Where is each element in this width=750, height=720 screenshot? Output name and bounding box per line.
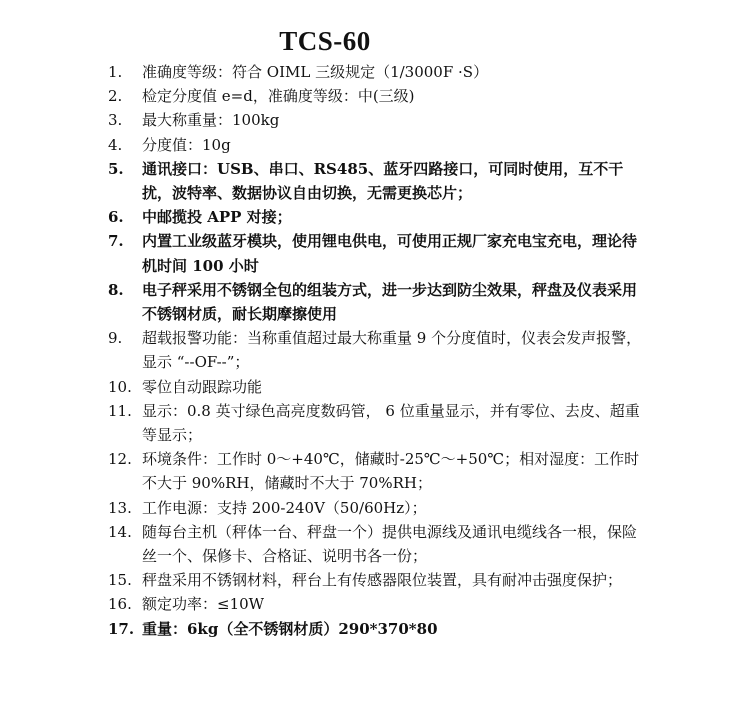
spec-item-number: 1. [108, 63, 123, 81]
spec-item-text: 重量：6kg（全不锈钢材质）290*370*80 [142, 619, 438, 638]
spec-item-number: 8. [108, 280, 124, 299]
spec-item-number: 4. [108, 135, 123, 154]
spec-item [108, 617, 648, 641]
spec-item [108, 375, 648, 399]
spec-item [108, 133, 648, 157]
spec-item [108, 496, 648, 520]
spec-item-number: 7. [108, 232, 124, 251]
spec-item-text: 检定分度值 e=d，准确度等级：中(三级) [142, 87, 415, 106]
spec-item-number: 13. [108, 498, 132, 517]
spec-item [108, 520, 648, 568]
spec-item [108, 84, 648, 108]
spec-item-text: 内置工业级蓝牙模块，使用锂电供电，可使用正规厂家充电宝充电，理论待机时间 100 小时 [142, 232, 638, 275]
spec-item-number: 10. [108, 377, 132, 396]
spec-item-text: 中邮揽投 APP 对接； [142, 208, 292, 227]
spec-item-number: 16. [108, 595, 132, 614]
spec-item-text: 工作电源：支持 200-240V（50/60Hz）； [142, 498, 427, 517]
spec-item-number: 12. [108, 450, 132, 469]
spec-item [108, 278, 648, 326]
spec-item [108, 592, 648, 616]
spec-item-text: 准确度等级：符合 OIML 三级规定（1/3000F ·S） [142, 63, 489, 81]
spec-item-number: 17. [108, 619, 135, 638]
spec-item-number: 11. [108, 401, 132, 420]
spec-item-number: 9. [108, 329, 123, 348]
spec-item [108, 229, 648, 277]
spec-item-text: 零位自动跟踪功能 [142, 377, 263, 396]
spec-item-number: 5. [108, 159, 124, 178]
spec-item-number: 2. [108, 87, 123, 106]
spec-item [108, 326, 648, 374]
spec-item-number: 15. [108, 571, 132, 590]
spec-item-text: 最大称重量：100kg [142, 111, 280, 130]
spec-item-text: 超载报警功能：当称重值超过最大称重量 9 个分度值时，仪表会发声报警，显示 “--OF--”； [142, 329, 642, 372]
spec-list [108, 60, 648, 641]
spec-item [108, 205, 648, 229]
spec-item-number: 3. [108, 111, 123, 130]
spec-item [108, 108, 648, 132]
spec-item-text: 额定功率：≤10W [142, 595, 265, 614]
spec-item-text: 随每台主机（秤体一台、秤盘一个）提供电源线及通讯电缆线各一根，保险丝一个、保修卡、合格证、说明书各一份； [142, 522, 638, 566]
document-title: TCS-60 [279, 26, 371, 56]
spec-item-number: 6. [108, 208, 124, 227]
spec-item-text: 电子秤采用不锈钢全包的组装方式，进一步达到防尘效果，秤盘及仪表采用不锈钢材质，耐长期摩擦使用 [142, 280, 638, 324]
spec-item-text: 分度值：10g [142, 135, 231, 154]
spec-item-text: 环境条件：工作时 0～+40℃，储藏时-25℃～+50℃；相对湿度：工作时不大于 90%RH，储藏时不大于 70%RH； [142, 450, 640, 493]
spec-item-text: 通讯接口：USB、串口、RS485、蓝牙四路接口，可同时使用，互不干扰，波特率、数据协议自由切换，无需更换芯片； [142, 159, 624, 203]
spec-item [108, 157, 648, 205]
spec-item-number: 14. [108, 522, 132, 541]
spec-item [108, 568, 648, 592]
spec-item [108, 60, 648, 84]
spec-item-text: 显示：0.8 英寸绿色高亮度数码管， 6 位重量显示，并有零位、去皮、超重等显示； [142, 401, 640, 445]
spec-item [108, 447, 648, 495]
spec-item [108, 399, 648, 447]
spec-item-text: 秤盘采用不锈钢材料，秤台上有传感器限位装置，具有耐冲击强度保护； [142, 571, 623, 590]
